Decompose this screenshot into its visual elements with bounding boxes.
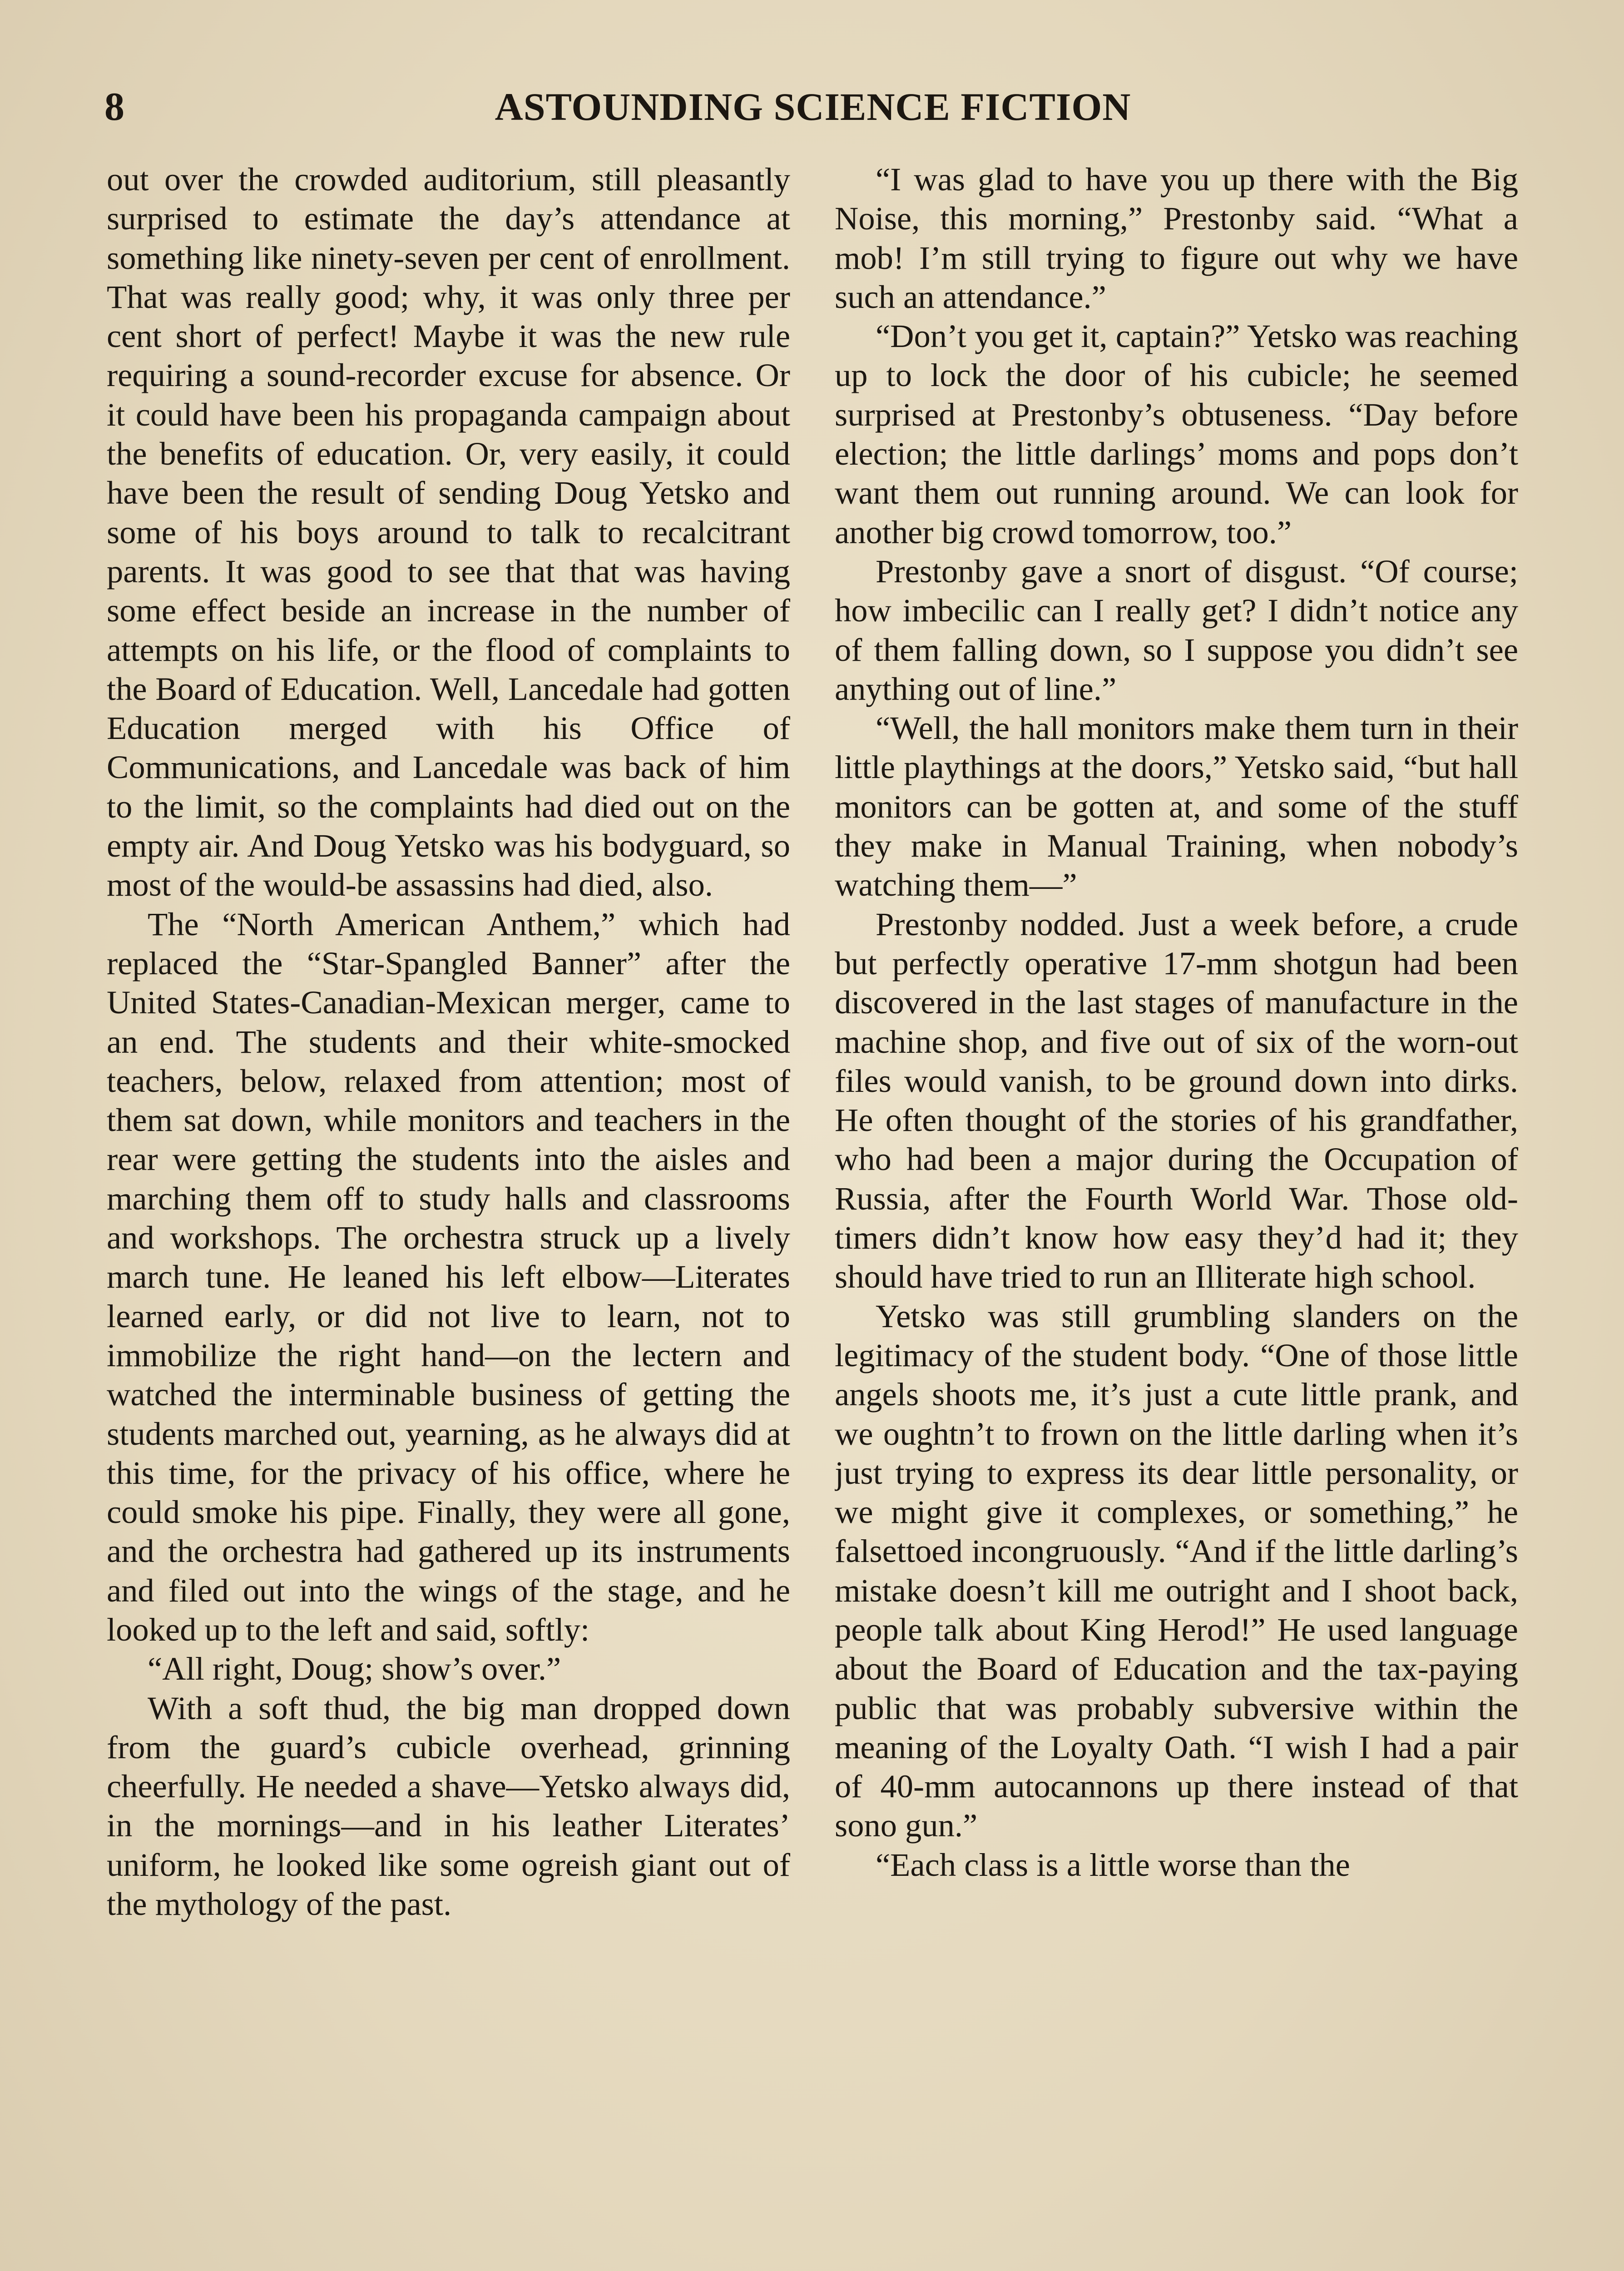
paragraph: The “North American Anthem,” which had replaced the “Star-Spangled Banner” after the United States-Canadian-Mexican merger, came to an end. The students and their white-smocked teachers, below, relaxed from attention; most of them sat down, while monitors and teachers in the rear were getting the students into the aisles and marching them off to study halls and classrooms and workshops. The orchestra struck up a lively march tune. He leaned his left elbow—Literates learned early, or did not live to learn, not to immobilize the right hand—on the lectern and watched the interminable business of getting the students marched out, yearning, as he always did at this time, for the privacy of his office, where he could smoke his pipe. Finally, they were all gone, and the orchestra had gathered up its instruments and filed out into the wings of the stage, and he looked up to the left and said, softly: (107, 905, 790, 1648)
left-column (107, 160, 790, 2271)
running-head: ASTOUNDING SCIENCE FICTION (495, 85, 1131, 129)
paragraph: “Well, the hall monitors make them turn in their little playthings at the doors,” Yetsko said, “but hall monitors can be gotten at, and some of the stuff they make in Manual Training, when nobody’s watching them—” (835, 709, 1518, 903)
paragraph: “I was glad to have you up there with the Big Noise, this morning,” Prestonby said. “What a mob! I’m still trying to figure out why we have such an attendance.” (835, 161, 1518, 315)
paragraph: “All right, Doug; show’s over.” (148, 1650, 561, 1687)
paragraph: Yetsko was still grumbling slanders on the legitimacy of the student body. “One of those little angels shoots me, it’s just a cute little prank, and we oughtn’t to frown on the little darling when it’s just trying to express its dear little personality, or we might give it complexes, or something,” he falsettoed incongruously. “And if the little darling’s mistake doesn’t kill me outright and I shoot back, people talk about King Herod!” He used language about the Board of Education and the tax-paying public that was probably subversive within the meaning of the Loyalty Oath. “I wish I had a pair of 40-mm autocannons up there instead of that sono gun.” (835, 1297, 1518, 1844)
paragraph: “Each class is a little worse than the (876, 1846, 1350, 1883)
paragraph: Prestonby gave a snort of disgust. “Of course; how imbecilic can I really get? I didn’t notice any of them falling down, so I suppose you didn’t see anything out of line.” (835, 552, 1518, 707)
paragraph: out over the crowded auditorium, still pleasantly surprised to estimate the day’s attendance at something like ninety-seven per cent of enrollment. That was really good; why, it was only three per cent short of perfect! Maybe it was the new rule requiring a sound-recorder excuse for absence. Or it could have been his propaganda campaign about the benefits of education. Or, very easily, it could have been the result of sending Doug Yetsko and some of his boys around to talk to recalcitrant parents. It was good to see that that was having some effect beside an increase in the number of attempts on his life, or the flood of complaints to the Board of Education. Well, Lancedale had gotten Education merged with his Office of Communications, and Lancedale was back of him to the limit, so the complaints had died out on the empty air. And Doug Yetsko was his bodyguard, so most of the would-be assassins had died, also. (107, 161, 790, 903)
paragraph: Prestonby nodded. Just a week before, a crude but perfectly operative 17-mm shotgun had been discovered in the last stages of manufacture in the machine shop, and five out of six of the worn-out files would vanish, to be ground down into dirks. He often thought of the stories of his grandfather, who had been a major during the Occupation of Russia, after the Fourth World War. Those old-timers didn’t know how easy they’d had it; they should have tried to run an Illiterate high school. (835, 905, 1518, 1295)
page-number: 8 (104, 85, 124, 129)
right-column (835, 160, 1518, 2271)
page-header (104, 84, 1521, 139)
paragraph: With a soft thud, the big man dropped down from the guard’s cubicle overhead, grinning cheerfully. He needed a shave—Yetsko always did, in the mornings—and in his leather Literates’ uniform, he looked like some ogreish giant out of the mythology of the past. (107, 1689, 790, 1923)
paragraph: “Don’t you get it, captain?” Yetsko was reaching up to lock the door of his cubicle; he seemed surprised at Prestonby’s obtuseness. “Day before election; the little darlings’ moms and pops don’t want them out running around. We can look for another big crowd tomorrow, too.” (835, 317, 1518, 550)
